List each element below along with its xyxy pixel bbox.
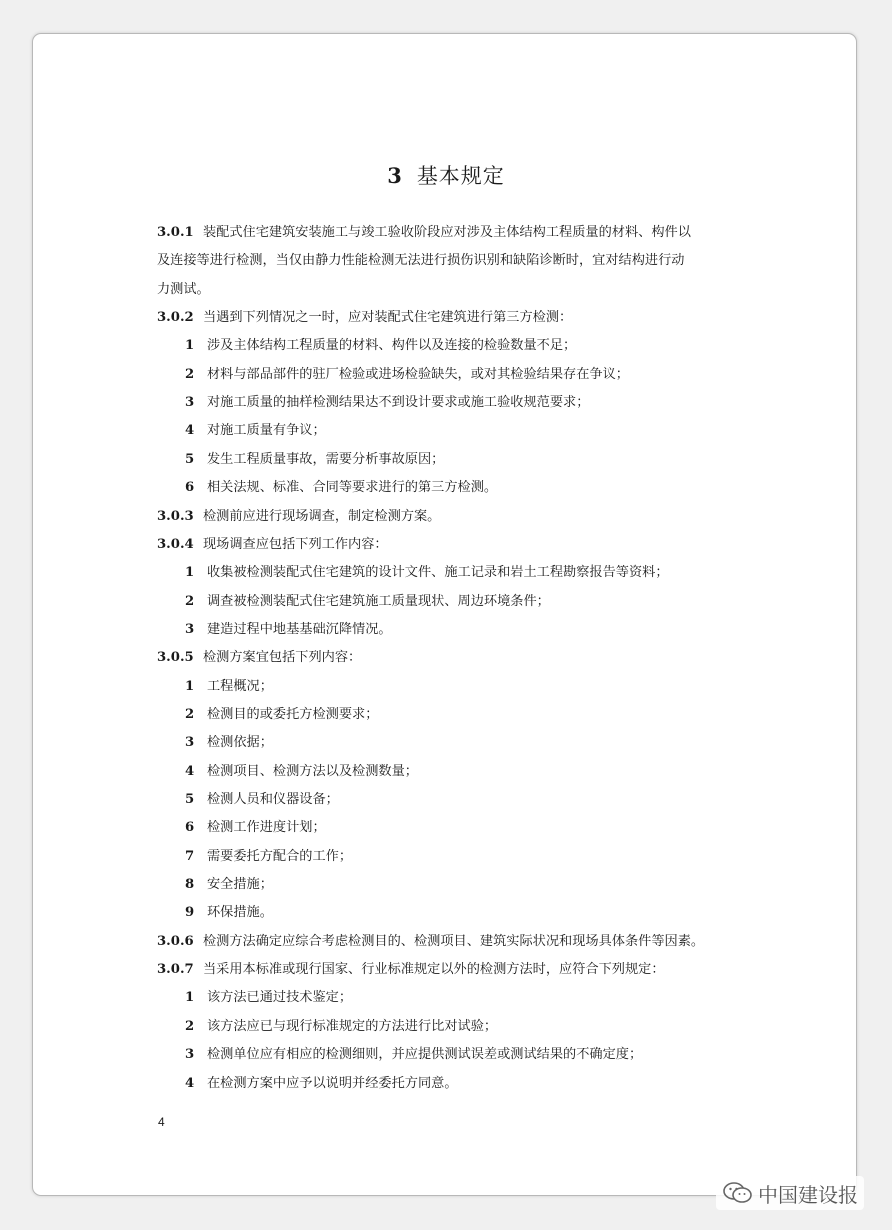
line-text: 检测方法确定应综合考虑检测目的、检测项目、建筑实际状况和现场具体条件等因素。 — [203, 933, 705, 949]
list-item — [185, 1046, 642, 1064]
line-text: 对施工质量的抽样检测结果达不到设计要求或施工验收规范要求； — [207, 395, 590, 411]
page-number: 4 — [158, 1115, 165, 1129]
clause-line — [157, 536, 388, 554]
item-number: 4 — [185, 423, 195, 439]
line-text: 环保措施。 — [207, 905, 273, 921]
section-title — [0, 160, 892, 190]
list-item — [185, 479, 497, 497]
line-text: 收集被检测装配式住宅建筑的设计文件、施工记录和岩土工程勘察报告等资料； — [207, 565, 669, 581]
item-number: 2 — [185, 366, 195, 382]
continuation-line — [157, 281, 210, 299]
list-item — [185, 706, 378, 724]
item-number: 4 — [185, 1075, 195, 1091]
item-number: 2 — [185, 706, 195, 722]
item-number: 2 — [185, 593, 195, 609]
clause-number: 3.0.6 — [157, 933, 194, 949]
line-text: 相关法规、标准、合同等要求进行的第三方检测。 — [207, 480, 498, 496]
line-text: 检测单位应有相应的检测细则，并应提供测试误差或测试结果的不确定度； — [207, 1047, 643, 1063]
item-number: 5 — [185, 451, 195, 467]
clause-line — [157, 933, 704, 951]
item-number: 6 — [185, 820, 195, 836]
clause-line — [157, 508, 440, 526]
item-number: 7 — [185, 848, 195, 864]
list-item — [185, 337, 576, 355]
list-item — [185, 1075, 458, 1093]
item-number: 8 — [185, 877, 195, 893]
line-text: 检测目的或委托方检测要求； — [207, 706, 379, 722]
list-item — [185, 876, 273, 894]
item-number: 6 — [185, 480, 195, 496]
line-text: 该方法应已与现行标准规定的方法进行比对试验； — [207, 1018, 498, 1034]
item-number: 1 — [185, 678, 195, 694]
item-number: 1 — [185, 338, 195, 354]
clause-number: 3.0.7 — [157, 962, 194, 978]
line-text: 力测试。 — [157, 281, 210, 297]
list-item — [185, 564, 669, 582]
line-text: 需要委托方配合的工作； — [207, 848, 353, 864]
line-text: 检测依据； — [207, 735, 273, 751]
line-text: 建造过程中地基基础沉降情况。 — [207, 621, 392, 637]
watermark — [716, 1176, 864, 1210]
line-text: 检测工作进度计划； — [207, 820, 326, 836]
line-text: 检测方案宜包括下列内容： — [203, 650, 362, 666]
item-number: 9 — [185, 905, 195, 921]
list-item — [185, 1018, 497, 1036]
section-title-text: 基本规定 — [416, 164, 505, 188]
item-number: 3 — [185, 395, 195, 411]
line-text: 发生工程质量事故，需要分析事故原因； — [207, 451, 445, 467]
line-text: 材料与部品部件的驻厂检验或进场检验缺失，或对其检验结果存在争议； — [207, 366, 629, 382]
item-number: 2 — [185, 1018, 195, 1034]
item-number: 1 — [185, 565, 195, 581]
line-text: 调查被检测装配式住宅建筑施工质量现状、周边环境条件； — [207, 593, 550, 609]
list-item — [185, 848, 352, 866]
line-text: 当遇到下列情况之一时，应对装配式住宅建筑进行第三方检测： — [203, 310, 573, 326]
clause-number: 3.0.5 — [157, 650, 194, 666]
item-number: 4 — [185, 763, 195, 779]
line-text: 对施工质量有争议； — [207, 423, 326, 439]
list-item — [185, 763, 418, 781]
list-item — [185, 734, 273, 752]
clause-line — [157, 309, 572, 327]
line-text: 现场调查应包括下列工作内容： — [203, 536, 388, 552]
line-text: 工程概况； — [207, 678, 273, 694]
list-item — [185, 422, 326, 440]
wechat-icon — [722, 1180, 754, 1206]
clause-line — [157, 961, 665, 979]
line-text: 检测人员和仪器设备； — [207, 792, 339, 807]
item-number: 3 — [185, 735, 195, 751]
line-text: 装配式住宅建筑安装施工与竣工验收阶段应对涉及主体结构工程质量的材料、构件以 — [203, 225, 691, 240]
list-item — [185, 678, 273, 696]
line-text: 该方法已通过技术鉴定； — [207, 990, 353, 1006]
clause-number: 3.0.3 — [157, 508, 194, 524]
list-item — [185, 791, 339, 809]
list-item — [185, 904, 273, 922]
list-item — [185, 366, 629, 384]
section-number: 3 — [387, 163, 403, 188]
item-number: 3 — [185, 621, 195, 637]
list-item — [185, 989, 352, 1007]
line-text: 检测项目、检测方法以及检测数量； — [207, 763, 418, 779]
continuation-line — [157, 252, 685, 270]
clause-number: 3.0.2 — [157, 310, 194, 326]
clause-line — [157, 224, 691, 242]
item-number: 1 — [185, 990, 195, 1006]
list-item — [185, 593, 550, 611]
list-item — [185, 451, 444, 469]
item-number: 5 — [185, 792, 195, 807]
clause-number: 3.0.1 — [157, 225, 194, 240]
list-item — [185, 819, 326, 837]
clause-line — [157, 649, 361, 667]
watermark-text: 中国建设报 — [758, 1182, 858, 1207]
list-item — [185, 621, 392, 639]
item-number: 3 — [185, 1047, 195, 1063]
line-text: 在检测方案中应予以说明并经委托方同意。 — [207, 1075, 458, 1091]
clause-number: 3.0.4 — [157, 536, 194, 552]
line-text: 检测前应进行现场调查，制定检测方案。 — [203, 508, 441, 524]
line-text: 涉及主体结构工程质量的材料、构件以及连接的检验数量不足； — [207, 338, 577, 354]
list-item — [185, 394, 589, 412]
line-text: 安全措施； — [207, 877, 273, 893]
line-text: 当采用本标准或现行国家、行业标准规定以外的检测方法时，应符合下列规定： — [203, 962, 665, 978]
line-text: 及连接等进行检测，当仅由静力性能检测无法进行损伤识别和缺陷诊断时，宜对结构进行动 — [157, 253, 685, 269]
